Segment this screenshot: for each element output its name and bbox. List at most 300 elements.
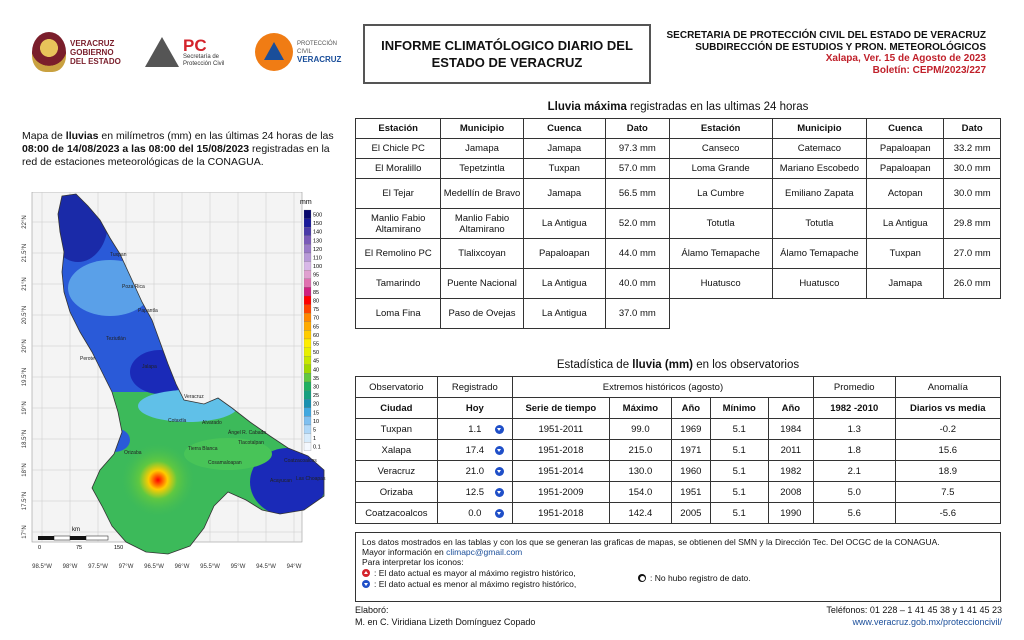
cell-max (609, 419, 671, 440)
cell-municipio: Puente Nacional (441, 269, 523, 299)
cell-value: 99.0 (631, 423, 650, 435)
colorbar-tick: 130 (313, 238, 323, 245)
place-label: Cosamaloapan (208, 460, 242, 466)
header-cuenca: Cuenca (523, 119, 605, 139)
stats-sub-header (356, 398, 1001, 419)
colorbar-swatch (304, 253, 311, 262)
cell-municipio: Emiliano Zapata (772, 179, 867, 209)
cell-municipio: Mariano Escobedo (772, 159, 867, 179)
notes-icons-intro: Para interpretar los iconos: (362, 557, 464, 567)
cell-value: 18.9 (938, 465, 958, 477)
map-desc-bold: lluvias (65, 130, 99, 142)
arrow-up-circle-icon (362, 569, 370, 577)
colorbar-swatch (304, 236, 311, 245)
scale-unit: km (72, 527, 80, 533)
cell-value: 17.4 (465, 444, 485, 456)
cell-max (609, 461, 671, 482)
table-row (356, 209, 1001, 239)
colorbar-swatch (304, 408, 311, 417)
colorbar-tick: 45 (313, 358, 320, 365)
report-title-line2: ESTADO DE VERACRUZ (431, 55, 583, 70)
cell-estacion: Canseco (669, 139, 772, 159)
colorbar-tick: 100 (313, 264, 323, 271)
cell-value: 15.6 (938, 444, 958, 456)
cell-prom (813, 503, 895, 524)
header-dato: Dato (944, 119, 1001, 139)
cell-value: 1951-2018 (538, 507, 584, 519)
colorbar-swatch (304, 219, 311, 228)
cell-min (710, 482, 768, 503)
place-label: Veracruz (184, 394, 204, 400)
pc-logo-small: Protección Civil (183, 60, 225, 67)
cell-value: 1971 (680, 444, 702, 456)
scale-tick: 0 (38, 545, 42, 551)
cell-hoy (437, 461, 512, 482)
latitude-label: 19°N (22, 401, 28, 415)
colorbar-tick: 65 (313, 324, 320, 331)
scale-tick: 75 (76, 545, 83, 551)
place-label: Tuxpan (110, 252, 127, 258)
place-label: Poza Rica (122, 284, 145, 290)
cell-estacion: Tamarindo (356, 269, 441, 299)
cell-ciudad (356, 482, 438, 503)
longitude-label: 94.5°W (256, 564, 276, 570)
table-row (356, 269, 1001, 299)
latitude-label: 20°N (22, 339, 28, 353)
cell-value: 1960 (680, 465, 702, 477)
cell-prom (813, 461, 895, 482)
cell-ciudad (356, 440, 438, 461)
cell-dato: 30.0 mm (944, 159, 1001, 179)
longitude-label: 96.5°W (144, 564, 164, 570)
cell-anio-min (768, 440, 813, 461)
colorbar-swatch (304, 339, 311, 348)
cell-anio-max (672, 419, 711, 440)
colorbar-unit: mm (300, 199, 312, 206)
notes-contact-text: Mayor información en (362, 547, 447, 557)
arrow-down-circle-icon (495, 488, 504, 497)
cell-value: 1982 (780, 465, 802, 477)
cell-value: 5.1 (732, 444, 746, 456)
arrow-down-circle-icon (495, 446, 504, 455)
cell-value: 0.0 (468, 507, 482, 519)
cell-cuenca: La Antigua (523, 269, 605, 299)
longitude-label: 94°W (286, 564, 302, 570)
cell-cuenca: Tuxpan (523, 159, 605, 179)
colorbar-swatch (304, 313, 311, 322)
colorbar-tick: 90 (313, 281, 320, 288)
cell-cuenca: Actopan (867, 179, 944, 209)
cell-cuenca: Jamapa (867, 269, 944, 299)
cell-cuenca: La Antigua (523, 209, 605, 239)
cell-estacion: El Tejar (356, 179, 441, 209)
header-maximo: Máximo (609, 398, 671, 419)
cell-estacion: Loma Grande (669, 159, 772, 179)
table-row (356, 139, 1001, 159)
cell-estacion: La Cumbre (669, 179, 772, 209)
cell-dato: 97.3 mm (605, 139, 669, 159)
notes-box (355, 532, 1001, 602)
cell-dato: 56.5 mm (605, 179, 669, 209)
header-periodo: 1982 -2010 (813, 398, 895, 419)
cell-prom (813, 419, 895, 440)
cell-serie (512, 482, 609, 503)
header-anio: Año (672, 398, 711, 419)
veracruz-seal-icon (32, 32, 66, 72)
header-municipio: Municipio (441, 119, 523, 139)
cell-municipio: Totutla (772, 209, 867, 239)
cell-value: 1951-2009 (538, 486, 584, 498)
made-by-label: Elaboró: (355, 605, 389, 615)
cell-ciudad (356, 461, 438, 482)
cell-value: 12.5 (465, 486, 485, 498)
arrow-down-circle-icon (495, 509, 504, 518)
cell-value: 130.0 (628, 465, 653, 477)
longitude-label: 95°W (230, 564, 246, 570)
cell-dato: 40.0 mm (605, 269, 669, 299)
colorbar-tick: 25 (313, 393, 320, 400)
pc-logo-text (183, 37, 224, 68)
colorbar-tick: 120 (313, 246, 323, 253)
cell-serie (512, 419, 609, 440)
cell-anio-max (672, 503, 711, 524)
cell-cuenca: Jamapa (523, 179, 605, 209)
cell-cuenca: La Antigua (523, 299, 605, 329)
latitude-label: 20.5°N (22, 305, 28, 325)
colorbar-swatch (304, 434, 311, 443)
cell-anom (895, 440, 1000, 461)
cell-value: 5.6 (847, 507, 861, 519)
colorbar-swatch (304, 391, 311, 400)
cell-anio-min (768, 461, 813, 482)
cell-anom (895, 419, 1000, 440)
cell-dato: 52.0 mm (605, 209, 669, 239)
colorbar-tick: 95 (313, 272, 320, 279)
cell-estacion: Manlio Fabio Altamirano (356, 209, 441, 239)
group-extremos: Extremos históricos (agosto) (512, 377, 813, 398)
longitude-label: 95.5°W (200, 564, 220, 570)
notes-source: Los datos mostrados en las tablas y con los que se generan las graficas de mapas, se obtienen del SMN y la Dirección Tec. Del OCGC de la CONAGUA. (362, 537, 940, 547)
cell-max (609, 503, 671, 524)
cell-municipio: Álamo Temapache (772, 239, 867, 269)
cell-municipio: Tlalixcoyan (441, 239, 523, 269)
cell-value: Tuxpan (380, 423, 413, 435)
cell-municipio: Huatusco (772, 269, 867, 299)
pc-triangle-icon (145, 33, 179, 71)
cell-serie (512, 440, 609, 461)
colorbar-swatch (304, 373, 311, 382)
cell-min (710, 440, 768, 461)
cell-value: 5.0 (847, 486, 861, 498)
rain-table-title (355, 101, 1001, 113)
cell-anom (895, 461, 1000, 482)
cell-prom (813, 482, 895, 503)
table-row (356, 179, 1001, 209)
colorbar-tick: 0.1 (313, 444, 321, 451)
header-ciudad: Ciudad (356, 398, 438, 419)
cell-anio-max (672, 482, 711, 503)
colorbar-swatch (304, 442, 311, 451)
pcv-logo-text (297, 40, 350, 64)
agency-line1: SECRETARIA DE PROTECCIÓN CIVIL DEL ESTADO DE VERACRUZ (666, 30, 986, 41)
author-name: M. en C. Viridiana Lizeth Domínguez Copado (355, 617, 536, 627)
veracruz-logo-text (70, 39, 121, 66)
colorbar-swatch (304, 296, 311, 305)
colorbar-tick: 500 (313, 212, 323, 219)
pcv-logo-small: PROTECCIÓN CIVIL (297, 41, 338, 55)
header-estacion: Estación (356, 119, 441, 139)
colorbar-swatch (304, 262, 311, 271)
empty-cell (669, 299, 1000, 329)
cell-serie (512, 461, 609, 482)
colorbar-swatch (304, 356, 311, 365)
cell-estacion: Loma Fina (356, 299, 441, 329)
cell-anio-min (768, 503, 813, 524)
stats-title-bold: lluvia (mm) (632, 359, 694, 371)
cell-value: 1984 (780, 423, 802, 435)
cell-serie (512, 503, 609, 524)
cell-estacion: El Moralillo (356, 159, 441, 179)
legend-up-text: : El dato actual es mayor al máximo registro histórico, (374, 568, 576, 578)
cell-value: 21.0 (465, 465, 485, 477)
logo-text-line: VERACRUZ (70, 38, 115, 48)
colorbar-swatch (304, 382, 311, 391)
cell-value: 7.5 (941, 486, 955, 498)
proteccion-civil-logo (145, 30, 233, 74)
cell-value: 1.3 (847, 423, 861, 435)
report-title-box (363, 24, 651, 84)
pc-logo-big: PC (183, 35, 207, 55)
latitude-label: 17.5°N (22, 491, 28, 511)
place-label: Las Choapas (296, 476, 326, 482)
cell-max (609, 440, 671, 461)
colorbar-tick: 35 (313, 375, 320, 382)
cell-ciudad (356, 419, 438, 440)
cell-cuenca: Tuxpan (867, 239, 944, 269)
cell-dato: 27.0 mm (944, 239, 1001, 269)
table-row (356, 482, 1001, 503)
cell-value: 2.1 (847, 465, 861, 477)
cell-value: 215.0 (628, 444, 653, 456)
header-anio: Año (768, 398, 813, 419)
colorbar-swatch (304, 322, 311, 331)
cell-value: 1990 (780, 507, 802, 519)
notes-contact (362, 547, 994, 557)
cell-estacion: Álamo Temapache (669, 239, 772, 269)
longitude-label: 97.5°W (88, 564, 108, 570)
cell-municipio: Jamapa (441, 139, 523, 159)
website-link[interactable]: www.veracruz.gob.mx/proteccioncivil/ (852, 617, 1002, 627)
pc-logo-small: Secretaría de (183, 53, 220, 60)
cell-value: 154.0 (628, 486, 653, 498)
cell-estacion: El Chicle PC (356, 139, 441, 159)
latitude-label: 19.5°N (22, 367, 28, 387)
cell-value: 5.1 (732, 465, 746, 477)
cell-dato: 26.0 mm (944, 269, 1001, 299)
agency-block (667, 30, 986, 76)
stats-title-post: en los observatorios (693, 359, 800, 371)
header-cuenca: Cuenca (867, 119, 944, 139)
cell-cuenca: Papaloapan (867, 139, 944, 159)
arrow-down-circle-icon (495, 467, 504, 476)
colorbar-swatch (304, 210, 311, 219)
cell-estacion: Totutla (669, 209, 772, 239)
map-description (22, 130, 344, 169)
bulletin-number: Boletín: CEPM/2023/227 (872, 64, 986, 76)
header-hoy: Hoy (437, 398, 512, 419)
colorbar-tick: 30 (313, 384, 320, 391)
civil-protection-emblem-icon (255, 33, 293, 71)
colorbar-tick: 1 (313, 436, 317, 443)
header-dato: Dato (605, 119, 669, 139)
group-anomalia: Anomalía (895, 377, 1000, 398)
colorbar-tick: 55 (313, 341, 320, 348)
header-estacion: Estación (669, 119, 772, 139)
header-diarios: Diarios vs media (895, 398, 1000, 419)
cell-cuenca: La Antigua (867, 209, 944, 239)
cell-hoy (437, 503, 512, 524)
cell-anio-max (672, 461, 711, 482)
cell-cuenca: Papaloapan (867, 159, 944, 179)
rain-table-header (356, 119, 1001, 139)
veracruz-gobierno-logo (32, 30, 124, 74)
contact-email-link[interactable]: climapc@gmail.com (446, 547, 523, 557)
report-title-line1: INFORME CLIMATÓLOGICO DIARIO DEL (381, 38, 633, 53)
table-row (356, 503, 1001, 524)
latitude-label: 22°N (22, 215, 28, 229)
cell-value: 5.1 (732, 507, 746, 519)
cell-estacion: Huatusco (669, 269, 772, 299)
cell-value: 1951-2011 (538, 423, 584, 435)
cell-min (710, 419, 768, 440)
cell-municipio: Tepetzintla (441, 159, 523, 179)
colorbar-tick: 5 (313, 427, 317, 434)
footer-author (355, 604, 535, 628)
cell-value: 5.1 (732, 486, 746, 498)
cell-value: 2011 (780, 444, 802, 456)
arrow-down-circle-icon (495, 425, 504, 434)
pcv-logo-big: VERACRUZ (297, 55, 342, 64)
cell-cuenca: Jamapa (523, 139, 605, 159)
colorbar-tick: 80 (313, 298, 320, 305)
cell-value: 1951 (680, 486, 702, 498)
rainfall-map-svg (18, 192, 328, 574)
table-row (356, 239, 1001, 269)
colorbar-tick: 10 (313, 418, 320, 425)
colorbar-swatch (304, 244, 311, 253)
place-label: Tierra Blanca (188, 446, 218, 452)
place-label: Alvarado (202, 420, 222, 426)
table-row (356, 461, 1001, 482)
table-row (356, 419, 1001, 440)
place-label: Ángel R. Cabada (228, 430, 267, 436)
colorbar-tick: 15 (313, 410, 320, 417)
latitude-label: 17°N (22, 525, 28, 539)
cell-value: 2005 (680, 507, 702, 519)
phone-numbers: Teléfonos: 01 228 – 1 41 45 38 y 1 41 45 23 (826, 605, 1002, 615)
place-label: Papantla (138, 308, 158, 314)
cell-value: 1969 (680, 423, 702, 435)
place-label: Teziutlán (106, 336, 126, 342)
cell-hoy (437, 482, 512, 503)
place-label: Perote (80, 356, 95, 362)
cell-value: 142.4 (628, 507, 653, 519)
cell-cuenca: Papaloapan (523, 239, 605, 269)
map-desc-part: registradas en la red de estaciones meteorológicas de la CONAGUA. (22, 143, 330, 168)
cell-value: Coatzacoalcos (365, 507, 428, 519)
table-row (356, 159, 1001, 179)
cell-anom (895, 482, 1000, 503)
place-label: Jalapa (142, 364, 157, 370)
colorbar-swatch (304, 305, 311, 314)
cell-value: -5.6 (939, 507, 956, 519)
cell-hoy (437, 419, 512, 440)
header-municipio: Municipio (772, 119, 867, 139)
cell-value: 1951-2018 (538, 444, 584, 456)
colorbar-swatch (304, 365, 311, 374)
colorbar-tick: 60 (313, 332, 320, 339)
rain-title-bold: Lluvia máxima (547, 101, 627, 113)
longitude-label: 96°W (174, 564, 190, 570)
place-label: Orizaba (124, 450, 142, 456)
cell-dato: 29.8 mm (944, 209, 1001, 239)
cell-estacion: El Remolino PC (356, 239, 441, 269)
cell-value: -0.2 (939, 423, 956, 435)
legend-none (638, 573, 751, 583)
cell-municipio: Manlio Fabio Altamirano (441, 209, 523, 239)
scale-tick: 150 (114, 545, 124, 551)
colorbar-swatch (304, 416, 311, 425)
report-date: Xalapa, Ver. 15 de Agosto de 2023 (825, 53, 986, 64)
cell-hoy (437, 440, 512, 461)
observatory-stats-table (355, 376, 1001, 524)
colorbar-tick: 85 (313, 289, 320, 296)
colorbar-tick: 40 (313, 367, 320, 374)
group-promedio: Promedio (813, 377, 895, 398)
cell-ciudad (356, 503, 438, 524)
colorbar-tick: 150 (313, 221, 323, 228)
cell-anio-min (768, 482, 813, 503)
colorbar-swatch (304, 399, 311, 408)
table-row (356, 440, 1001, 461)
latitude-label: 21.5°N (22, 243, 28, 263)
cell-anio-min (768, 419, 813, 440)
footer-contact (826, 604, 1002, 628)
cell-dato: 44.0 mm (605, 239, 669, 269)
stats-title-pre: Estadística de (556, 359, 633, 371)
logo-text-line: GOBIERNO (70, 47, 114, 57)
cell-min (710, 503, 768, 524)
colorbar-swatch (304, 425, 311, 434)
cell-dato: 37.0 mm (605, 299, 669, 329)
cell-municipio: Medellín de Bravo (441, 179, 523, 209)
cell-prom (813, 440, 895, 461)
colorbar-tick: 70 (313, 315, 320, 322)
stats-group-header (356, 377, 1001, 398)
legend-down-text: : El dato actual es menor al máximo registro histórico, (374, 579, 577, 589)
rainfall-map (18, 192, 328, 574)
map-desc-part: en milímetros (mm) en las últimas 24 horas de las (98, 130, 334, 142)
colorbar-swatch (304, 270, 311, 279)
cell-dato: 57.0 mm (605, 159, 669, 179)
group-observatorio: Observatorio (356, 377, 438, 398)
cell-anio-max (672, 440, 711, 461)
cell-value: Veracruz (377, 465, 416, 477)
logo-text-line: DEL ESTADO (70, 56, 121, 66)
table-row (356, 299, 1001, 329)
colorbar-tick: 75 (313, 307, 320, 314)
colorbar-swatch (304, 287, 311, 296)
